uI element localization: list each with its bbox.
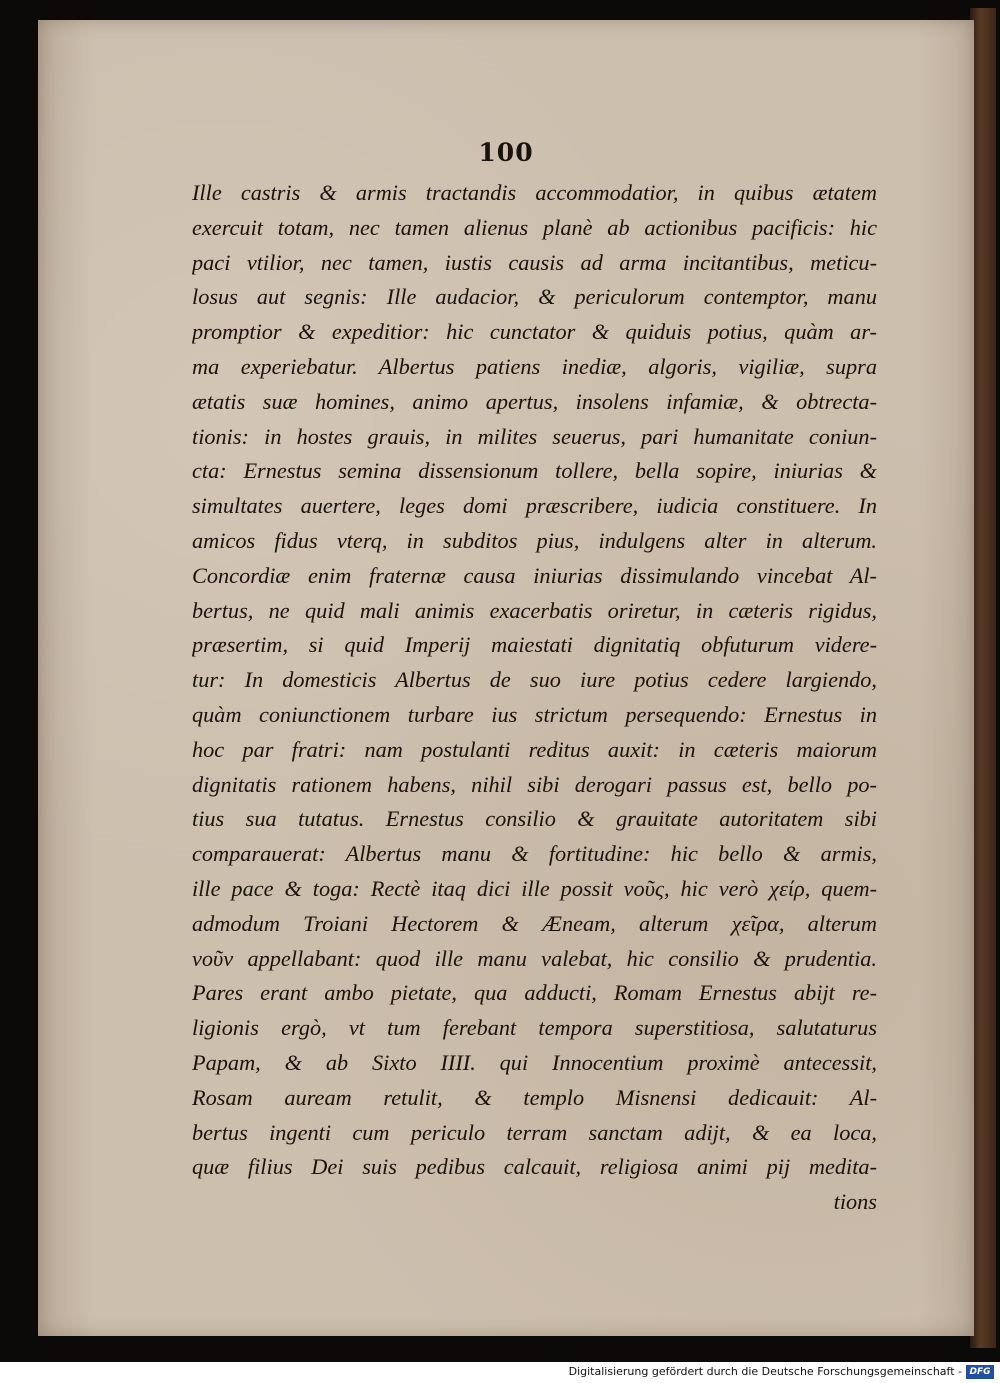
text-line: ætatis suæ homines, animo apertus, insolens infamiæ, & obtrecta- <box>192 388 877 414</box>
text-line: Concordiæ enim fraternæ causa iniurias dissimulando vincebat Al- <box>192 562 877 588</box>
text-line: bertus ingenti cum periculo terram sanctam adijt, & ea loca, <box>192 1119 877 1145</box>
catchword: tions <box>833 1189 877 1215</box>
footer <box>0 1362 1000 1383</box>
text-line: quàm coniunctionem turbare ius strictum persequendo: Ernestus in <box>192 701 877 727</box>
text-line: Papam, & ab Sixto IIII. qui Innocentium proximè antecessit, <box>192 1049 877 1075</box>
text-line: simultates auertere, leges domi præscribere, iudicia constituere. In <box>192 493 877 519</box>
text-line: Pares erant ambo pietate, qua adducti, Romam Ernestus abijt re- <box>192 980 877 1006</box>
text-line: quæ filius Dei suis pedibus calcauit, religiosa animi pij medita- <box>192 1154 877 1180</box>
text-line: amicos fidus vterq, in subditos pius, indulgens alter in alterum. <box>192 527 877 553</box>
text-line: cta: Ernestus semina dissensionum tollere, bella sopire, iniurias & <box>192 458 877 484</box>
text-line: hoc par fratri: nam postulanti reditus auxit: in cæteris maiorum <box>192 736 877 762</box>
text-line: ligionis ergò, vt tum ferebant tempora superstitiosa, salutaturus <box>192 1015 877 1041</box>
dfg-logo: DFG <box>966 1365 994 1379</box>
text-line: admodum Troiani Hectorem & Æneam, alterum χεῖρα, alterum <box>192 910 877 936</box>
text-line: paci vtilior, nec tamen, iustis causis ad arma incitantibus, meticu- <box>192 249 877 275</box>
text-line: tius sua tutatus. Ernestus consilio & grauitate autoritatem sibi <box>192 806 877 832</box>
text-line: νοῦν appellabant: quod ille manu valebat, hic consilio & prudentia. <box>192 945 877 971</box>
text-line: tionis: in hostes grauis, in milites seuerus, pari humanitate coniun- <box>192 423 877 449</box>
text-line: Ille castris & armis tractandis accommodatior, in quibus ætatem <box>192 180 877 205</box>
text-line: losus aut segnis: Ille audacior, & periculorum contemptor, manu <box>192 284 877 310</box>
text-line: promptior & expeditior: hic cunctator & quiduis potius, quàm ar- <box>192 319 877 345</box>
text-line: dignitatis rationem habens, nihil sibi derogari passus est, bello po- <box>192 771 877 797</box>
text-line: ille pace & toga: Rectè itaq dici ille possit νοῦς, hic verò χείρ, quem- <box>192 875 877 901</box>
text-line: ma experiebatur. Albertus patiens inediæ, algoris, vigiliæ, supra <box>192 353 877 379</box>
text-line: bertus, ne quid mali animis exacerbatis oriretur, in cæteris rigidus, <box>192 597 877 623</box>
footer-credit: Digitalisierung gefördert durch die Deutsche Forschungsgemeinschaft - <box>568 1365 962 1378</box>
body-text <box>192 176 877 1220</box>
text-line: comparauerat: Albertus manu & fortitudine: hic bello & armis, <box>192 841 877 867</box>
page-number: 100 <box>478 138 534 167</box>
text-line: exercuit totam, nec tamen alienus planè ab actionibus pacificis: hic <box>192 214 877 240</box>
text-line: præsertim, si quid Imperij maiestati dignitatiq obfuturum videre- <box>192 632 877 658</box>
text-line: tur: In domesticis Albertus de suo iure potius cedere largiendo, <box>192 667 877 693</box>
text-line: Rosam auream retulit, & templo Misnensi dedicauit: Al- <box>192 1084 877 1110</box>
